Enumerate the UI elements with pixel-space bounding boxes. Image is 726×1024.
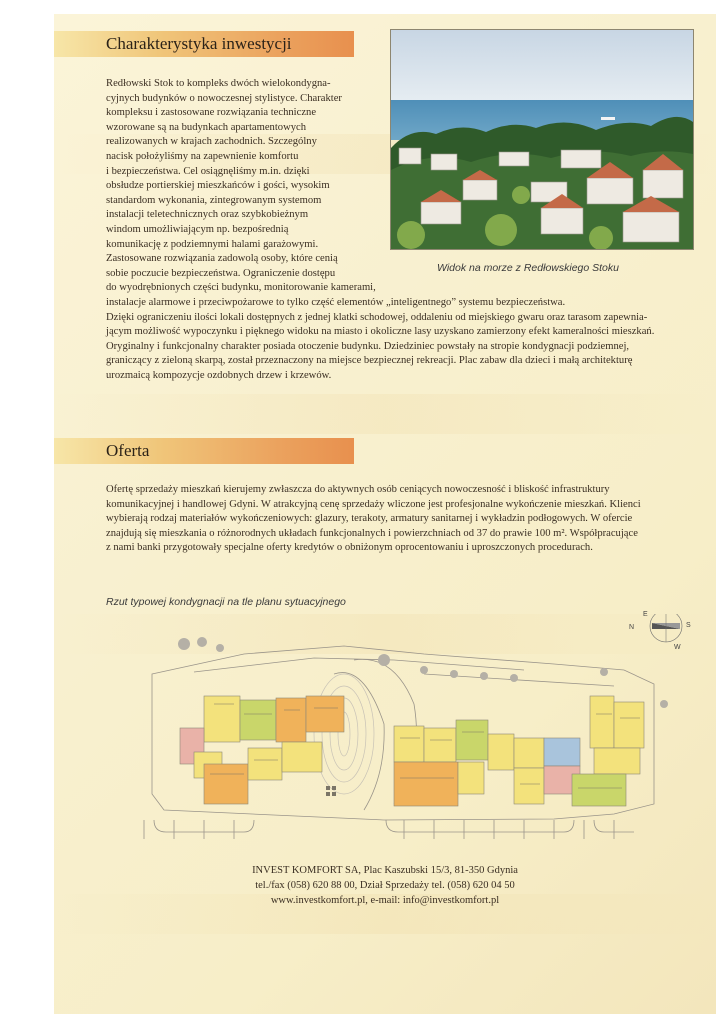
contact-footer xyxy=(54,864,716,908)
text-line: Zastosowane rozwiązania zadowolą osoby, które cenią xyxy=(106,253,338,265)
web-contact: www.investkomfort.pl, e-mail: info@investkomfort.pl xyxy=(270,894,500,906)
text-line: wybierają rodzaj materiałów wykończeniowych: glazury, terakoty, armatury sanitarnej i wykładzin podłogowych. W ofercie xyxy=(106,513,633,525)
characteristics-text-narrow xyxy=(106,77,376,296)
text-line: graniczący z zieloną skarpą, został przeznaczony na miejsce bezpiecznej rekreacji. Plac zabaw dla dzieci i małą architekturę xyxy=(106,355,633,367)
compass-s-label: S xyxy=(686,622,691,629)
text-line: realizowanych w krajach zachodnich. Szczególny xyxy=(106,136,317,148)
text-line: sobie poczucie bezpieczeństwa. Ograniczenie dostępu xyxy=(106,267,336,279)
wood-texture xyxy=(54,394,716,434)
section-title-characteristics: Charakterystyka inwestycji xyxy=(106,34,292,53)
company-address: INVEST KOMFORT SA, Plac Kaszubski 15/3, 81-350 Gdynia xyxy=(252,865,518,876)
text-line: Ofertę sprzedaży mieszkań kierujemy zwłaszcza do aktywnych osób ceniących nowoczesność i bliskość infrastruktury xyxy=(106,484,610,495)
section-heading-bar xyxy=(54,438,354,464)
compass-north-label: E xyxy=(643,611,648,618)
brochure-page xyxy=(54,14,716,1014)
text-line: standardom wykonania, zintegrowanym systemom xyxy=(106,194,322,206)
photo-caption: Widok na morze z Redłowskiego Stoku xyxy=(437,262,619,274)
text-line: wzorowane są na budynkach apartamentowych xyxy=(106,121,307,133)
text-line: i bezpieczeństwa. Cel osiągnęliśmy m.in. dzięki xyxy=(106,165,310,177)
text-line: jącym możliwość wypoczynku i pięknego widoku na miasto i okoliczne lasy uzyskano zamierzony efekt kameralności mieszkań. xyxy=(106,326,655,338)
text-line: windom umożliwiającym np. bezpośrednią xyxy=(106,223,289,235)
text-line: komunikacyjnej i handlowej Gdyni. W atrakcyjną cenę sprzedaży wliczone jest profesjonalne wykończenie mieszkań. Klienci xyxy=(106,498,641,510)
floor-plan xyxy=(94,611,704,854)
text-line: z nami banki przygotowały specjalne oferty kredytów o obniżonym oprocentowaniu i uproszczonych procedurach. xyxy=(106,542,593,554)
text-line: instalacji teletechnicznych oraz szybkobieżnym xyxy=(106,209,309,221)
characteristics-text-wide xyxy=(106,296,654,384)
sea-view-photo xyxy=(390,29,694,250)
compass-n-label: N xyxy=(629,624,635,631)
compass-w-label: W xyxy=(674,644,681,651)
offer-text xyxy=(106,483,641,556)
text-line: Dzięki ograniczeniu ilości lokali dostępnych z jednej klatki schodowej, oddaleniu od miejskiego gwaru oraz tarasom zapewnia- xyxy=(106,311,648,323)
text-line: Redłowski Stok to kompleks dwóch wielokondygna- xyxy=(106,78,331,89)
text-line: znajdują się mieszkania o różnorodnych układach funkcjonalnych i powierzchniach od 37 do prawie 100 m². Współpracujące xyxy=(106,527,638,539)
text-line: komunikację z podziemnymi halami garażowymi. xyxy=(106,238,319,250)
text-line: kompleksu i zastosowane rozwiązania techniczne xyxy=(106,107,317,119)
phone-numbers: tel./fax (058) 620 88 00, Dział Sprzedaży tel. (058) 620 04 50 xyxy=(255,879,515,891)
text-line: obsłudze portierskiej mieszkańców i gości, wysokim xyxy=(106,180,330,192)
plan-title: Rzut typowej kondygnacji na tle planu sytuacyjnego xyxy=(106,596,346,608)
text-line: nacisk położyliśmy na zapewnienie komfortu xyxy=(106,150,299,162)
text-line: do wyodrębnionych części budynku, monitorowanie kamerami, xyxy=(106,282,376,294)
text-line: urozmaicą kompozycje ozdobnych drzew i krzewów. xyxy=(106,369,332,381)
text-line: Oryginalny i funkcjonalny charakter posiada otoczenie budynku. Dziedziniec powstały na stropie kondygnacji podziemnej, xyxy=(106,340,630,352)
section-title-offer: Oferta xyxy=(106,441,150,460)
text-line: cyjnych budynków o nowoczesnej stylistyce. Charakter xyxy=(106,92,342,104)
text-line: instalacje alarmowe i przeciwpożarowe to tylko część elementów „inteligentnego” systemu bezpieczeństwa. xyxy=(106,297,566,308)
